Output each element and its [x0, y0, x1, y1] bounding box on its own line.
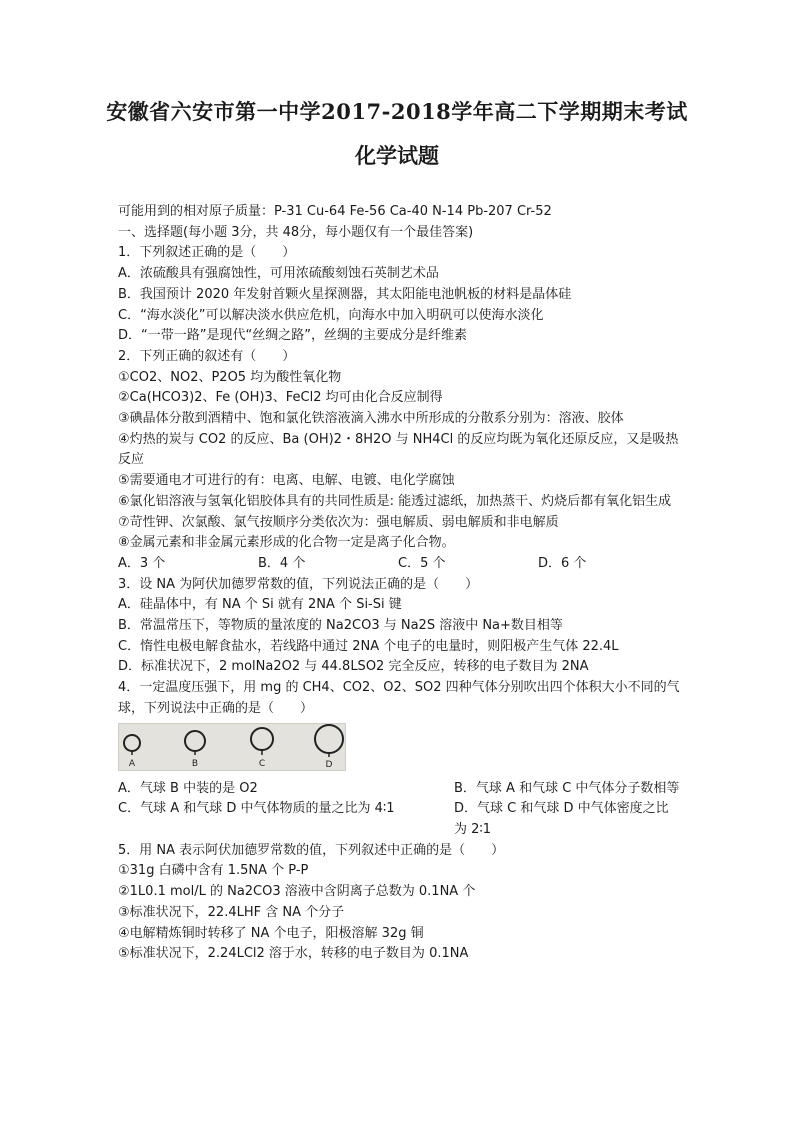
- balloon-d: [315, 725, 343, 770]
- q1-stem: 1．下列叙述正确的是（ ）: [118, 245, 296, 261]
- q3-option-a: A．硅晶体中，有 NA 个 Si 就有 2NA 个 Si-Si 键: [118, 597, 402, 613]
- q1-option-a: A．浓硫酸具有强腐蚀性，可用浓硫酸刻蚀石英制艺术品: [118, 266, 439, 282]
- balloon-a-label: A: [128, 758, 136, 769]
- q4-option-b: B．气球 A 和气球 C 中气体分子数相等: [454, 780, 680, 796]
- balloon-b-label: B: [191, 758, 199, 769]
- q2-option-b: B．4 个: [258, 555, 306, 571]
- section-heading: 一、选择题(每小题 3分，共 48分，每小题仅有一个最佳答案): [118, 224, 474, 240]
- balloons-svg: [119, 724, 345, 770]
- q2-option-a: A．3 个: [118, 555, 166, 571]
- balloon-c-label: C: [258, 758, 266, 769]
- balloon-a: [124, 735, 140, 769]
- q2-statement-4: ④灼热的炭与 CO2 的反应、Ba (OH)2・8H2O 与 NH4Cl 的反应均既为氧化还原反应，又是吸热反应: [118, 431, 679, 468]
- balloon-b: [185, 731, 205, 769]
- q5-statement-2: ②1L0.1 mol/L 的 Na2CO3 溶液中含阴离子总数为 0.1NA 个: [118, 884, 476, 900]
- q2-statement-1: ①CO2、NO2、P2O5 均为酸性氧化物: [118, 369, 342, 385]
- q2-statement-7: ⑦苛性钾、次氯酸、氯气按顺序分类依次为：强电解质、弱电解质和非电解质: [118, 514, 559, 530]
- q5-statement-3: ③标准状况下，22.4LHF 含 NA 个分子: [118, 904, 345, 920]
- q5-stem: 5．用 NA 表示阿伏加德罗常数的值，下列叙述中正确的是（ ）: [118, 842, 505, 858]
- q1-option-d: D．“一带一路”是现代“丝绸之路”，丝绸的主要成分是纤维素: [118, 328, 467, 344]
- q4-option-d: D．气球 C 和气球 D 中气体密度之比为 2∶1: [454, 801, 669, 837]
- q3-option-b: B．常温常压下，等物质的量浓度的 Na2CO3 与 Na2S 溶液中 Na+数目相等: [118, 618, 563, 634]
- q4-options-row-1: [118, 779, 680, 800]
- q3-option-c: C．惰性电极电解食盐水，若线路中通过 2NA 个电子的电量时，则阳极产生气体 22.4L: [118, 638, 619, 654]
- q2-statement-8: ⑧金属元素和非金属元素形成的化合物一定是离子化合物。: [118, 535, 455, 551]
- page-title: 安徽省六安市第一中学2017-2018学年高二下学期期末考试: [106, 99, 688, 124]
- q2-options: [118, 554, 680, 575]
- q4-option-a: A．气球 B 中装的是 O2: [118, 780, 258, 796]
- q1-option-c: C．“海水淡化”可以解决淡水供应危机，向海水中加入明矾可以使海水淡化: [118, 307, 544, 323]
- q2-option-d: D．6 个: [538, 555, 587, 571]
- q5-statement-5: ⑤标准状况下，2.24LCl2 溶于水，转移的电子数目为 0.1NA: [118, 946, 469, 962]
- q4-stem: 4．一定温度压强下，用 mg 的 CH4、CO2、O2、SO2 四种气体分别吹出四个体积大小不同的气球，下列说法中正确的是（ ）: [118, 680, 680, 716]
- q2-statement-5: ⑤需要通电才可进行的有：电离、电解、电镀、电化学腐蚀: [118, 473, 455, 489]
- q2-stem: 2．下列正确的叙述有（ ）: [118, 348, 296, 364]
- q2-option-c: C．5 个: [398, 555, 446, 571]
- q1-option-b: B．我国预计 2020 年发射首颗火星探测器，其太阳能电池帆板的材料是晶体硅: [118, 286, 572, 302]
- q2-statement-3: ③碘晶体分散到酒精中、饱和氯化铁溶液滴入沸水中所形成的分散系分别为：溶液、胶体: [118, 411, 624, 427]
- q2-statement-2: ②Ca(HCO3)2、Fe (OH)3、FeCl2 均可由化合反应制得: [118, 390, 443, 406]
- balloon-c: [251, 728, 273, 769]
- q2-statement-6: ⑥氯化铝溶液与氢氧化铝胶体具有的共同性质是: 能透过滤纸，加热蒸干、灼烧后都有氧化铝生成: [118, 493, 672, 509]
- q4-option-c: C．气球 A 和气球 D 中气体物质的量之比为 4∶1: [118, 801, 395, 817]
- q3-option-d: D．标准状况下，2 molNa2O2 与 44.8LSO2 完全反应，转移的电子数目为 2NA: [118, 659, 589, 675]
- balloons-figure: [118, 723, 346, 771]
- atomic-masses: 可能用到的相对原子质量：P-31 Cu-64 Fe-56 Ca-40 N-14 Pb-207 Cr-52: [118, 204, 552, 219]
- page-subtitle: 化学试题: [355, 143, 439, 168]
- exam-content: [118, 202, 680, 965]
- q5-statement-4: ④电解精炼铜时转移了 NA 个电子，阳极溶解 32g 铜: [118, 925, 424, 941]
- q5-statement-1: ①31g 白磷中含有 1.5NA 个 P-P: [118, 863, 309, 879]
- q3-stem: 3．设 NA 为阿伏加德罗常数的值，下列说法正确的是（ ）: [118, 576, 479, 592]
- q4-options-row-2: [118, 799, 680, 840]
- balloon-d-label: D: [325, 759, 333, 770]
